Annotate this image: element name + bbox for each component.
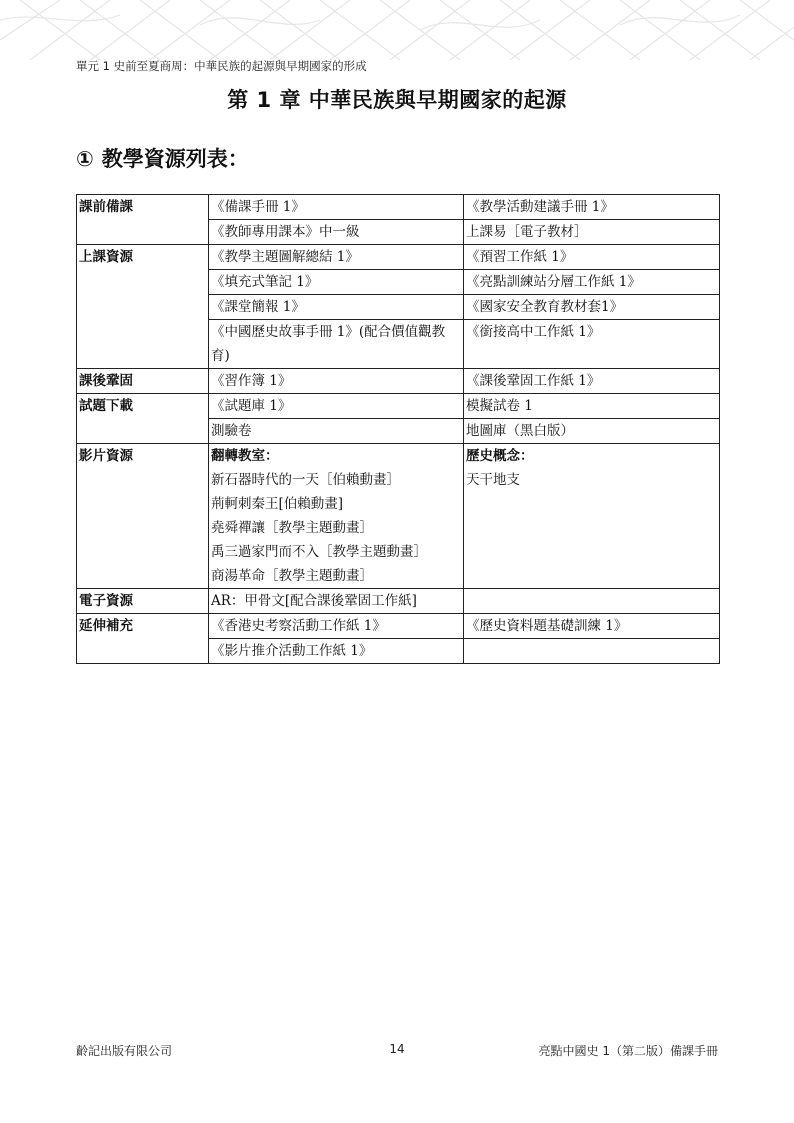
resource-cell: 《香港史考察活動工作紙 1》: [209, 614, 464, 639]
video-item: 荊軻刺秦王[伯賴動畫]: [211, 496, 344, 512]
resource-cell: 上課易［電子教材］: [464, 220, 720, 245]
video-item: 堯舜禪讓［教學主題動畫］: [211, 520, 373, 536]
flip-classroom-cell: [209, 444, 464, 589]
resource-cell: 測驗卷: [209, 419, 464, 444]
unit-header: 單元 1 史前至夏商周：中華民族的起源與早期國家的形成: [76, 59, 367, 73]
category-cell: 試題下載: [77, 394, 209, 444]
footer-book-title: 亮點中國史 1（第二版）備課手冊: [538, 1044, 718, 1058]
concept-item: 天干地支: [466, 472, 520, 488]
page-number: 14: [389, 1042, 405, 1056]
category-cell: 課前備課: [77, 195, 209, 245]
resource-cell: 《填充式筆記 1》: [209, 270, 464, 295]
resource-cell: 模擬試卷 1: [464, 394, 720, 419]
resource-cell: 《試題庫 1》: [209, 394, 464, 419]
history-concept-heading: 歷史概念：: [466, 448, 534, 464]
table-row: [77, 369, 720, 394]
resource-cell: 《課後鞏固工作紙 1》: [464, 369, 720, 394]
video-item: 商湯革命［教學主題動畫］: [211, 568, 373, 584]
resource-cell: 《預習工作紙 1》: [464, 245, 720, 270]
video-item: 新石器時代的一天［伯賴動畫］: [211, 472, 400, 488]
resource-cell: 《歷史資料題基礎訓練 1》: [464, 614, 720, 639]
resource-cell: 《課堂簡報 1》: [209, 295, 464, 320]
section-number: ①: [76, 147, 94, 171]
history-concept-cell: [464, 444, 720, 589]
resource-cell: 《備課手冊 1》: [209, 195, 464, 220]
table-row: [77, 589, 720, 614]
footer-publisher: 齡記出版有限公司: [76, 1044, 173, 1058]
resource-cell: 《習作簿 1》: [209, 369, 464, 394]
resource-cell: 《影片推介活動工作紙 1》: [209, 639, 464, 664]
resource-cell: 《國家安全教育教材套1》: [464, 295, 720, 320]
category-cell: 延伸補充: [77, 614, 209, 664]
table-row: [77, 614, 720, 639]
category-cell: 上課資源: [77, 245, 209, 369]
resource-cell: [464, 589, 720, 614]
resource-cell: 地圖庫（黑白版）: [464, 419, 720, 444]
resource-cell: AR：甲骨文[配合課後鞏固工作紙]: [209, 589, 464, 614]
table-row: [77, 394, 720, 419]
chapter-title: 第 1 章 中華民族與早期國家的起源: [227, 88, 567, 112]
category-cell: 電子資源: [77, 589, 209, 614]
decorative-header-pattern: [0, 0, 794, 60]
resource-cell: 《亮點訓練站分層工作紙 1》: [464, 270, 720, 295]
video-item: 禹三過家門而不入［教學主題動畫］: [211, 544, 427, 560]
resource-cell: 《銜接高中工作紙 1》: [464, 320, 720, 369]
category-cell: 課後鞏固: [77, 369, 209, 394]
resource-cell: 《教學主題圖解總結 1》: [209, 245, 464, 270]
resource-cell: [464, 639, 720, 664]
table-row: [77, 245, 720, 270]
resource-cell: 《教學活動建議手冊 1》: [464, 195, 720, 220]
flip-classroom-heading: 翻轉教室：: [211, 448, 279, 464]
section-heading: [76, 143, 249, 173]
section-title-text: 教學資源列表：: [101, 147, 249, 171]
table-row: [77, 444, 720, 589]
teaching-resources-table: [76, 194, 720, 664]
table-row: [77, 195, 720, 220]
category-cell: 影片資源: [77, 444, 209, 589]
resource-cell: 《中國歷史故事手冊 1》(配合價值觀教育): [209, 320, 464, 369]
resource-cell: 《教師專用課本》中一級: [209, 220, 464, 245]
